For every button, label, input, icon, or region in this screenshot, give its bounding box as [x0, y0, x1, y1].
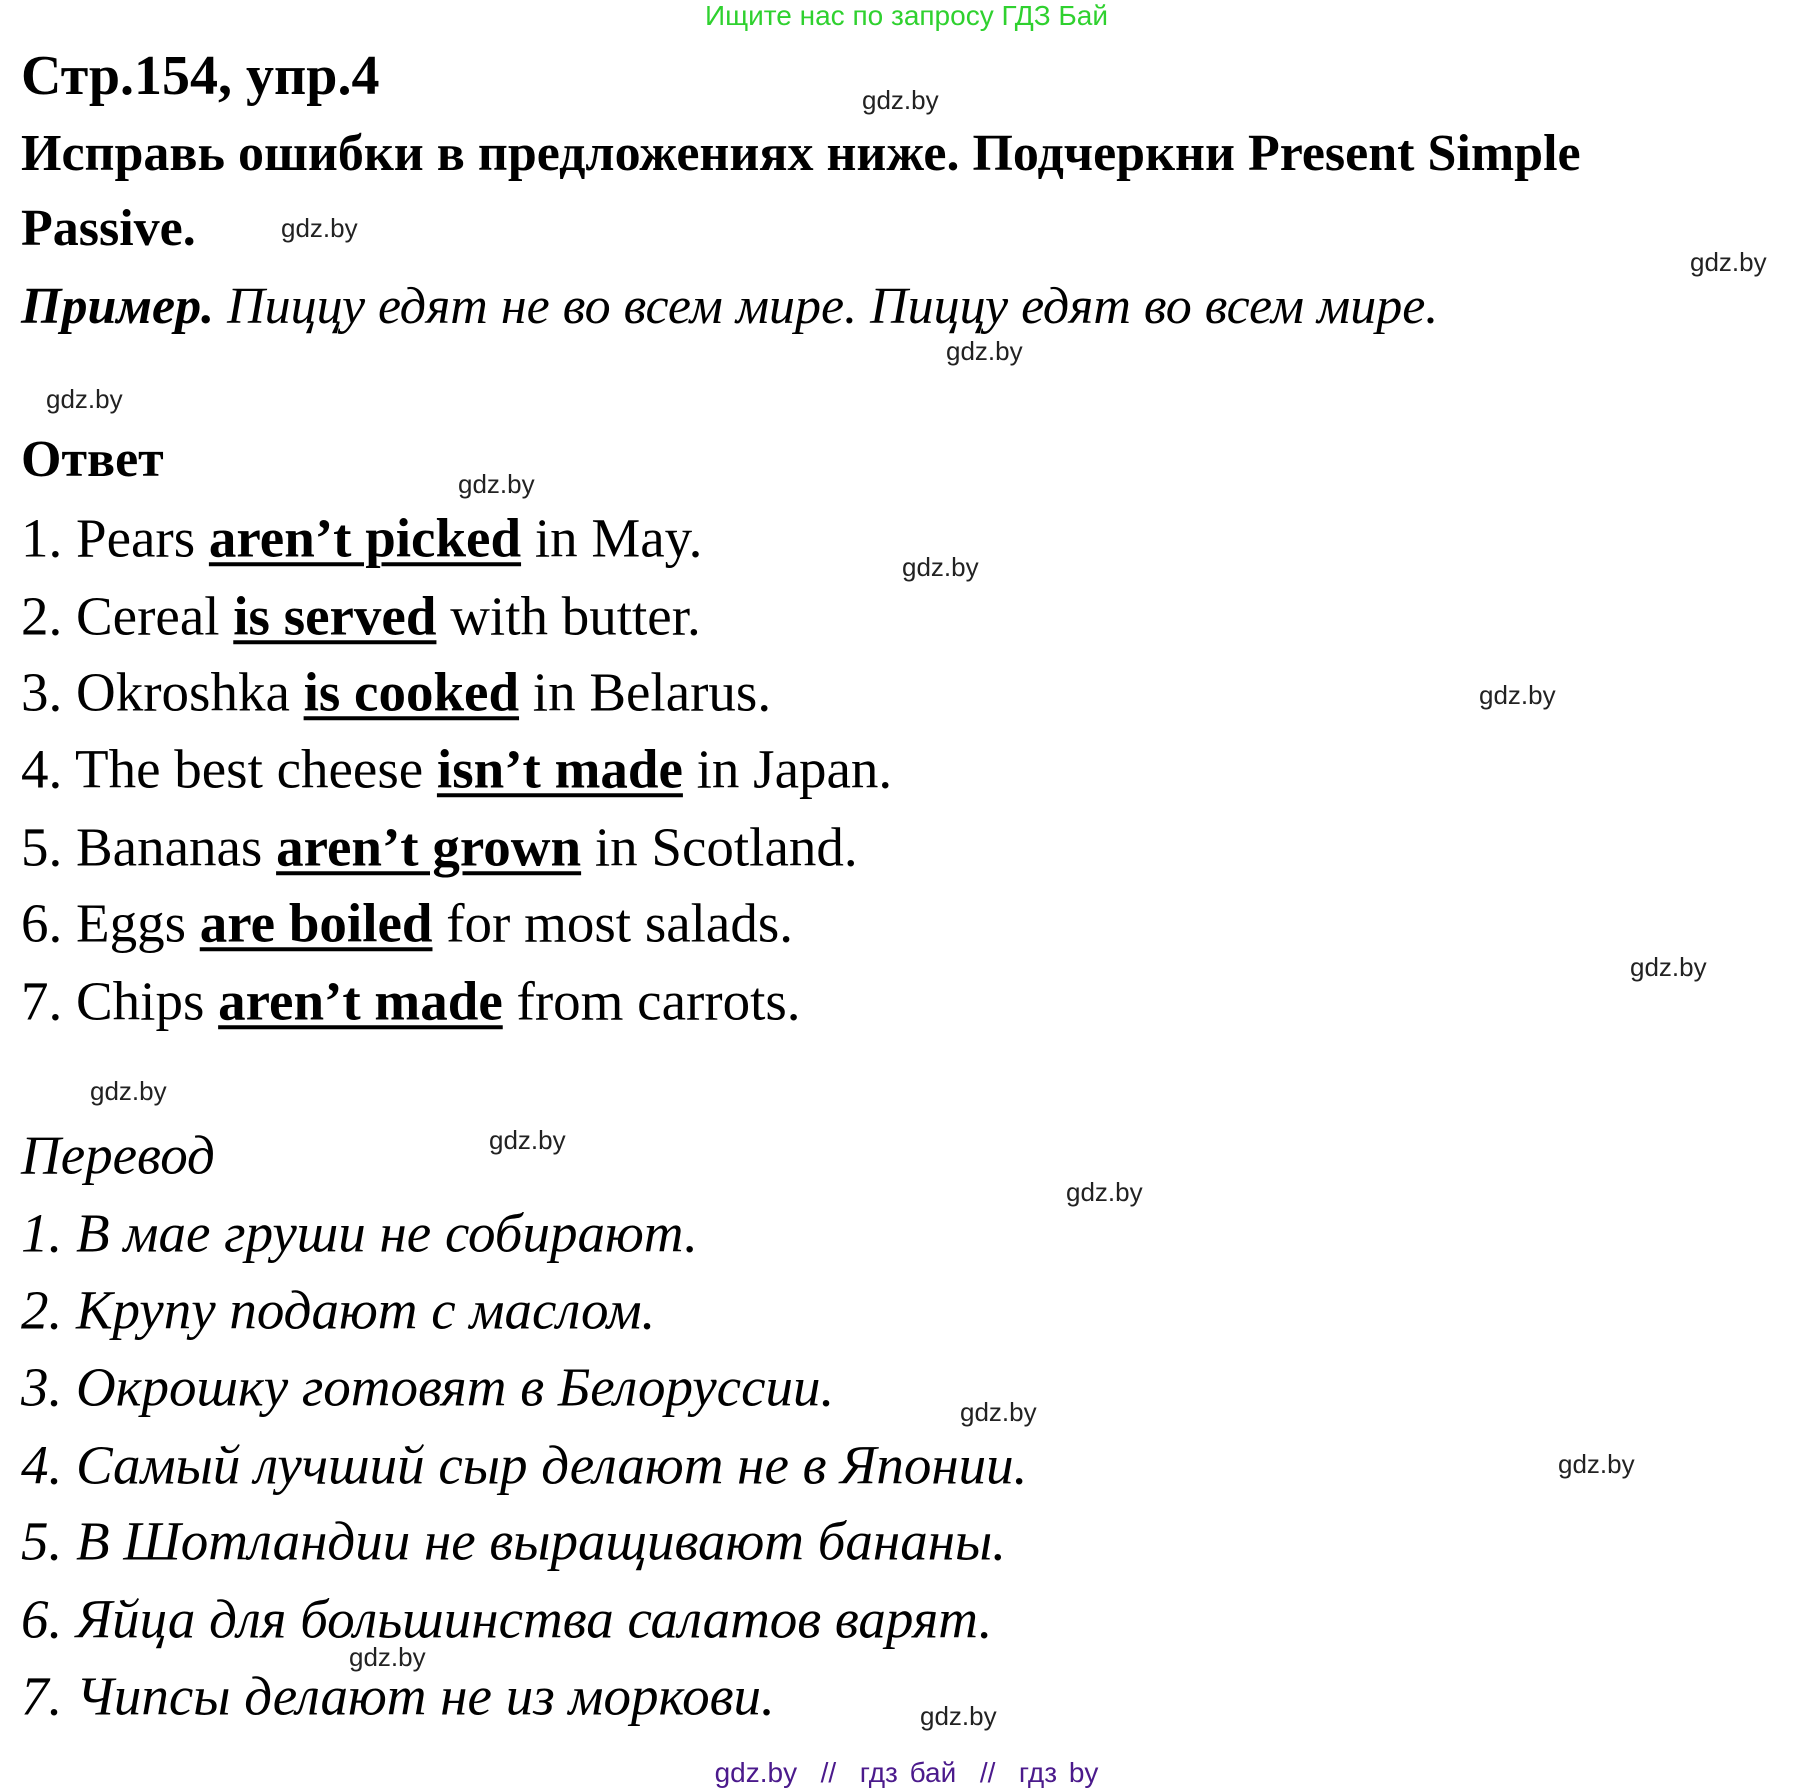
- passive-verb: are boiled: [199, 892, 433, 954]
- answer-text: 2. Cereal: [21, 585, 234, 647]
- watermark: gdz.by: [960, 1397, 1037, 1427]
- answer-text: 3. Okroshka: [21, 661, 304, 723]
- translation-item: 4. Самый лучший сыр делают не в Японии.: [21, 1434, 1028, 1496]
- example-label: Пример.: [21, 278, 215, 335]
- answer-item: [21, 661, 772, 723]
- answer-text: in May.: [521, 507, 703, 569]
- answer-text: 4. The best cheese: [21, 738, 437, 800]
- answer-text: with butter.: [436, 585, 701, 647]
- watermark: gdz.by: [46, 384, 123, 414]
- example: [21, 278, 1439, 335]
- translation-item: 6. Яйца для большинства салатов варят.: [21, 1588, 993, 1650]
- answer-text: 5. Bananas: [21, 816, 277, 878]
- answer-text: for most salads.: [432, 892, 793, 954]
- answer-item: [21, 507, 703, 569]
- translation-item: 2. Крупу подают с маслом.: [21, 1279, 656, 1341]
- answer-text: from carrots.: [502, 970, 801, 1032]
- watermark: gdz.by: [458, 469, 535, 499]
- watermark: gdz.by: [281, 213, 358, 243]
- passive-verb: isn’t made: [436, 738, 683, 800]
- answer-text: in Scotland.: [581, 816, 858, 878]
- answer-text: 1. Pears: [21, 507, 209, 569]
- translation-item: 5. В Шотландии не выращивают бананы.: [21, 1510, 1007, 1572]
- passive-verb: is served: [233, 585, 437, 647]
- watermark: gdz.by: [920, 1701, 997, 1731]
- task-text-line-2: Passive.: [21, 200, 196, 257]
- answer-item: [21, 970, 801, 1032]
- footer-links: gdz.by // гдз бай // гдз by: [714, 1757, 1099, 1788]
- translation-item: 1. В мае груши не собирают.: [21, 1202, 698, 1264]
- answer-item: [21, 738, 893, 800]
- watermark: gdz.by: [1558, 1449, 1635, 1479]
- watermark: gdz.by: [349, 1642, 426, 1672]
- answer-text: 7. Chips: [21, 970, 219, 1032]
- watermark: gdz.by: [489, 1125, 566, 1155]
- passive-verb: aren’t picked: [208, 507, 522, 569]
- translation-heading: Перевод: [21, 1124, 215, 1186]
- watermark: gdz.by: [1066, 1177, 1143, 1207]
- translation-item: 3. Окрошку готовят в Белоруссии.: [21, 1356, 835, 1418]
- answer-text: 6. Eggs: [21, 892, 200, 954]
- page-title: Стр.154, упр.4: [21, 45, 380, 107]
- answer-item: [21, 892, 793, 954]
- answer-text: in Japan.: [682, 738, 893, 800]
- watermark: gdz.by: [1479, 680, 1556, 710]
- passive-verb: aren’t made: [218, 970, 503, 1032]
- passive-verb: aren’t grown: [276, 816, 582, 878]
- watermark: gdz.by: [862, 85, 939, 115]
- answer-item: [21, 585, 701, 647]
- watermark: gdz.by: [90, 1076, 167, 1106]
- watermark: gdz.by: [1690, 247, 1767, 277]
- watermark: gdz.by: [946, 336, 1023, 366]
- passive-verb: is cooked: [303, 661, 520, 723]
- example-text: Пиццу едят не во всем мире. Пиццу едят во всем мире.: [214, 278, 1439, 335]
- translation-item: 7. Чипсы делают не из моркови.: [21, 1665, 775, 1727]
- task-text-line-1: Исправь ошибки в предложениях ниже. Подчеркни Present Simple: [21, 125, 1581, 182]
- search-banner: Ищите нас по запросу ГДЗ Бай: [704, 0, 1109, 31]
- watermark: gdz.by: [902, 552, 979, 582]
- answer-text: in Belarus.: [519, 661, 772, 723]
- answer-heading: Ответ: [21, 431, 164, 488]
- watermark: gdz.by: [1630, 952, 1707, 982]
- answer-item: [21, 816, 858, 878]
